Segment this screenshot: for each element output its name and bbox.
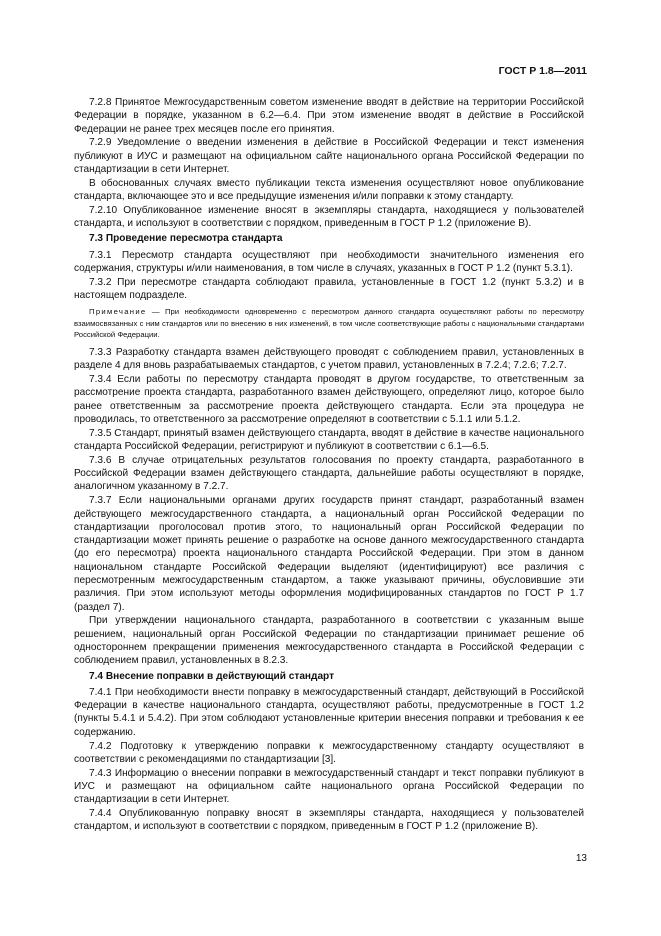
paragraph-7-3-3: 7.3.3 Разработку стандарта взамен действующего проводят с соблюдением правил, установленных в разделе 4 для вновь разрабатываемых стандартов, с учетом правил, установленных в 7.2.4; 7.2.6; 7.2.7. <box>74 346 584 372</box>
section-heading-7-4: 7.4 Внесение поправки в действующий стандарт <box>89 670 335 682</box>
paragraph-7-3-6: 7.3.6 В случае отрицательных результатов голосования по проекту стандарта, разработанного в Российской Федерации взамен действующего стандарта, дальнейшие работы осуществляют в порядке, аналогичном указанному в 7.2.7. <box>74 454 584 493</box>
paragraph-7-2-10: 7.2.10 Опубликованное изменение вносят в экземпляры стандарта, находящиеся у пользователей стандарта, и используют в соответствии с порядком, приведенным в ГОСТ Р 1.2 (приложение В). <box>74 204 584 230</box>
paragraph-7-4-1: 7.4.1 При необходимости внести поправку в межгосударственный стандарт, действующий в Российской Федерации в качестве национального стандарта, осуществляют работы, предусмотренные в ГОСТ 1.2 (пункты 5.4.1 и 5.4.2). При этом соблюдают установленные критерии внесения поправки и требования к ее содержанию. <box>74 686 584 738</box>
paragraph-7-3-7: 7.3.7 Если национальными органами других государств принят стандарт, разработанный взамен действующего межгосударственного стандарта, а национальный орган Российской Федерации по стандартизации проголосовал против этого, то национальный орган Российской Федерации по стандартизации может принять решение о разработке на основе данного межгосударственного стандарта (до его пересмотра) проекта национального стандарта Российской Федерации. При этом в данном национальном стандарте Российской Федерации выделяют (идентифицируют) все различия с пересмотренным межгосударственным стандартом, а также указывают причины, обусловившие эти различия. При этом используют методы оформления модифицированных стандартов по ГОСТ Р 1.7 (раздел 7). <box>74 495 584 613</box>
paragraph-7-4-2: 7.4.2 Подготовку к утверждению поправки к межгосударственному стандарту осуществляют в соответствии с рекомендациями по стандартизации [3]. <box>74 740 584 765</box>
document-body <box>74 96 584 834</box>
document-header-code: ГОСТ Р 1.8—2011 <box>498 65 587 77</box>
note-text: — При необходимости одновременно с пересмотром данного стандарта осуществляют работы по пересмотру взаимосвязанных с ним стандартов или по внесению в них изменений, в том числе соответствующие работы с национальными стандартами Российской Федерации. <box>74 307 585 340</box>
paragraph-7-3-7-cont: При утверждении национального стандарта, разработанного в соответствии с указанным выше решением, национальный орган Российской Федерации по стандартизации принимает решение об одностороннем прекращении применения межгосударственного стандарта в Российской Федерации с соблюдением правил, установленных в 8.2.3. <box>74 615 584 667</box>
paragraph-7-3-2: 7.3.2 При пересмотре стандарта соблюдают правила, установленные в ГОСТ 1.2 (пункт 5.3.2) и в настоящем подразделе. <box>74 276 584 302</box>
note <box>74 306 584 341</box>
paragraph-7-2-9-cont: В обоснованных случаях вместо публикации текста изменения осуществляют новое опубликование стандарта, включающее это и все предыдущие изменения и/или поправки к этому стандарту. <box>74 177 584 203</box>
paragraph-7-2-8: 7.2.8 Принятое Межгосударственным советом изменение вводят в действие на территории Российской Федерации в порядке, указанном в 6.2—6.4. При этом изменение вводят в действие в Российской Федерации не ранее трех месяцев после его принятия. <box>74 97 584 135</box>
paragraph-7-4-4: 7.4.4 Опубликованную поправку вносят в экземпляры стандарта, находящиеся у пользователей стандартом, и используют в соответствии с порядком, приведенным в ГОСТ Р 1.2 (приложение В). <box>74 808 584 833</box>
note-label: Примечание <box>89 307 147 317</box>
paragraph-7-3-1: 7.3.1 Пересмотр стандарта осуществляют при необходимости значительного изменения его содержания, структуры и/или наименования, в том числе в случаях, указанных в ГОСТ Р 1.2 (пункт 5.3.1). <box>74 249 584 275</box>
paragraph-7-4-3: 7.4.3 Информацию о внесении поправки в межгосударственный стандарт и текст поправки публикуют в ИУС и размещают на официальном сайте национального органа Российской Федерации по стандартизации в сети Интернет. <box>74 767 584 806</box>
page-number: 13 <box>575 853 587 864</box>
paragraph-7-3-5: 7.3.5 Стандарт, принятый взамен действующего стандарта, вводят в действие в качестве национального стандарта Российской Федерации, регистрируют и публикуют в соответствии с 6.1—6.5. <box>74 427 584 453</box>
paragraph-7-3-4: 7.3.4 Если работы по пересмотру стандарта проводят в другом государстве, то ответственным за рассмотрение проекта стандарта, разработанного взамен действующего, определяют лицо, которое было ранее ответственным за рассмотрение проекта действующего стандарта. Если эта процедура не проводилась, то ответственного за рассмотрение определяют в соответствии с 5.1.1 или 5.1.2. <box>74 374 584 425</box>
paragraph-7-2-9: 7.2.9 Уведомление о введении изменения в действие в Российской Федерации и текст изменения публикуют в ИУС и размещают на официальном сайте национального органа Российской Федерации по стандартизации в сети Интернет. <box>74 137 584 175</box>
section-heading-7-3: 7.3 Проведение пересмотра стандарта <box>89 233 283 245</box>
